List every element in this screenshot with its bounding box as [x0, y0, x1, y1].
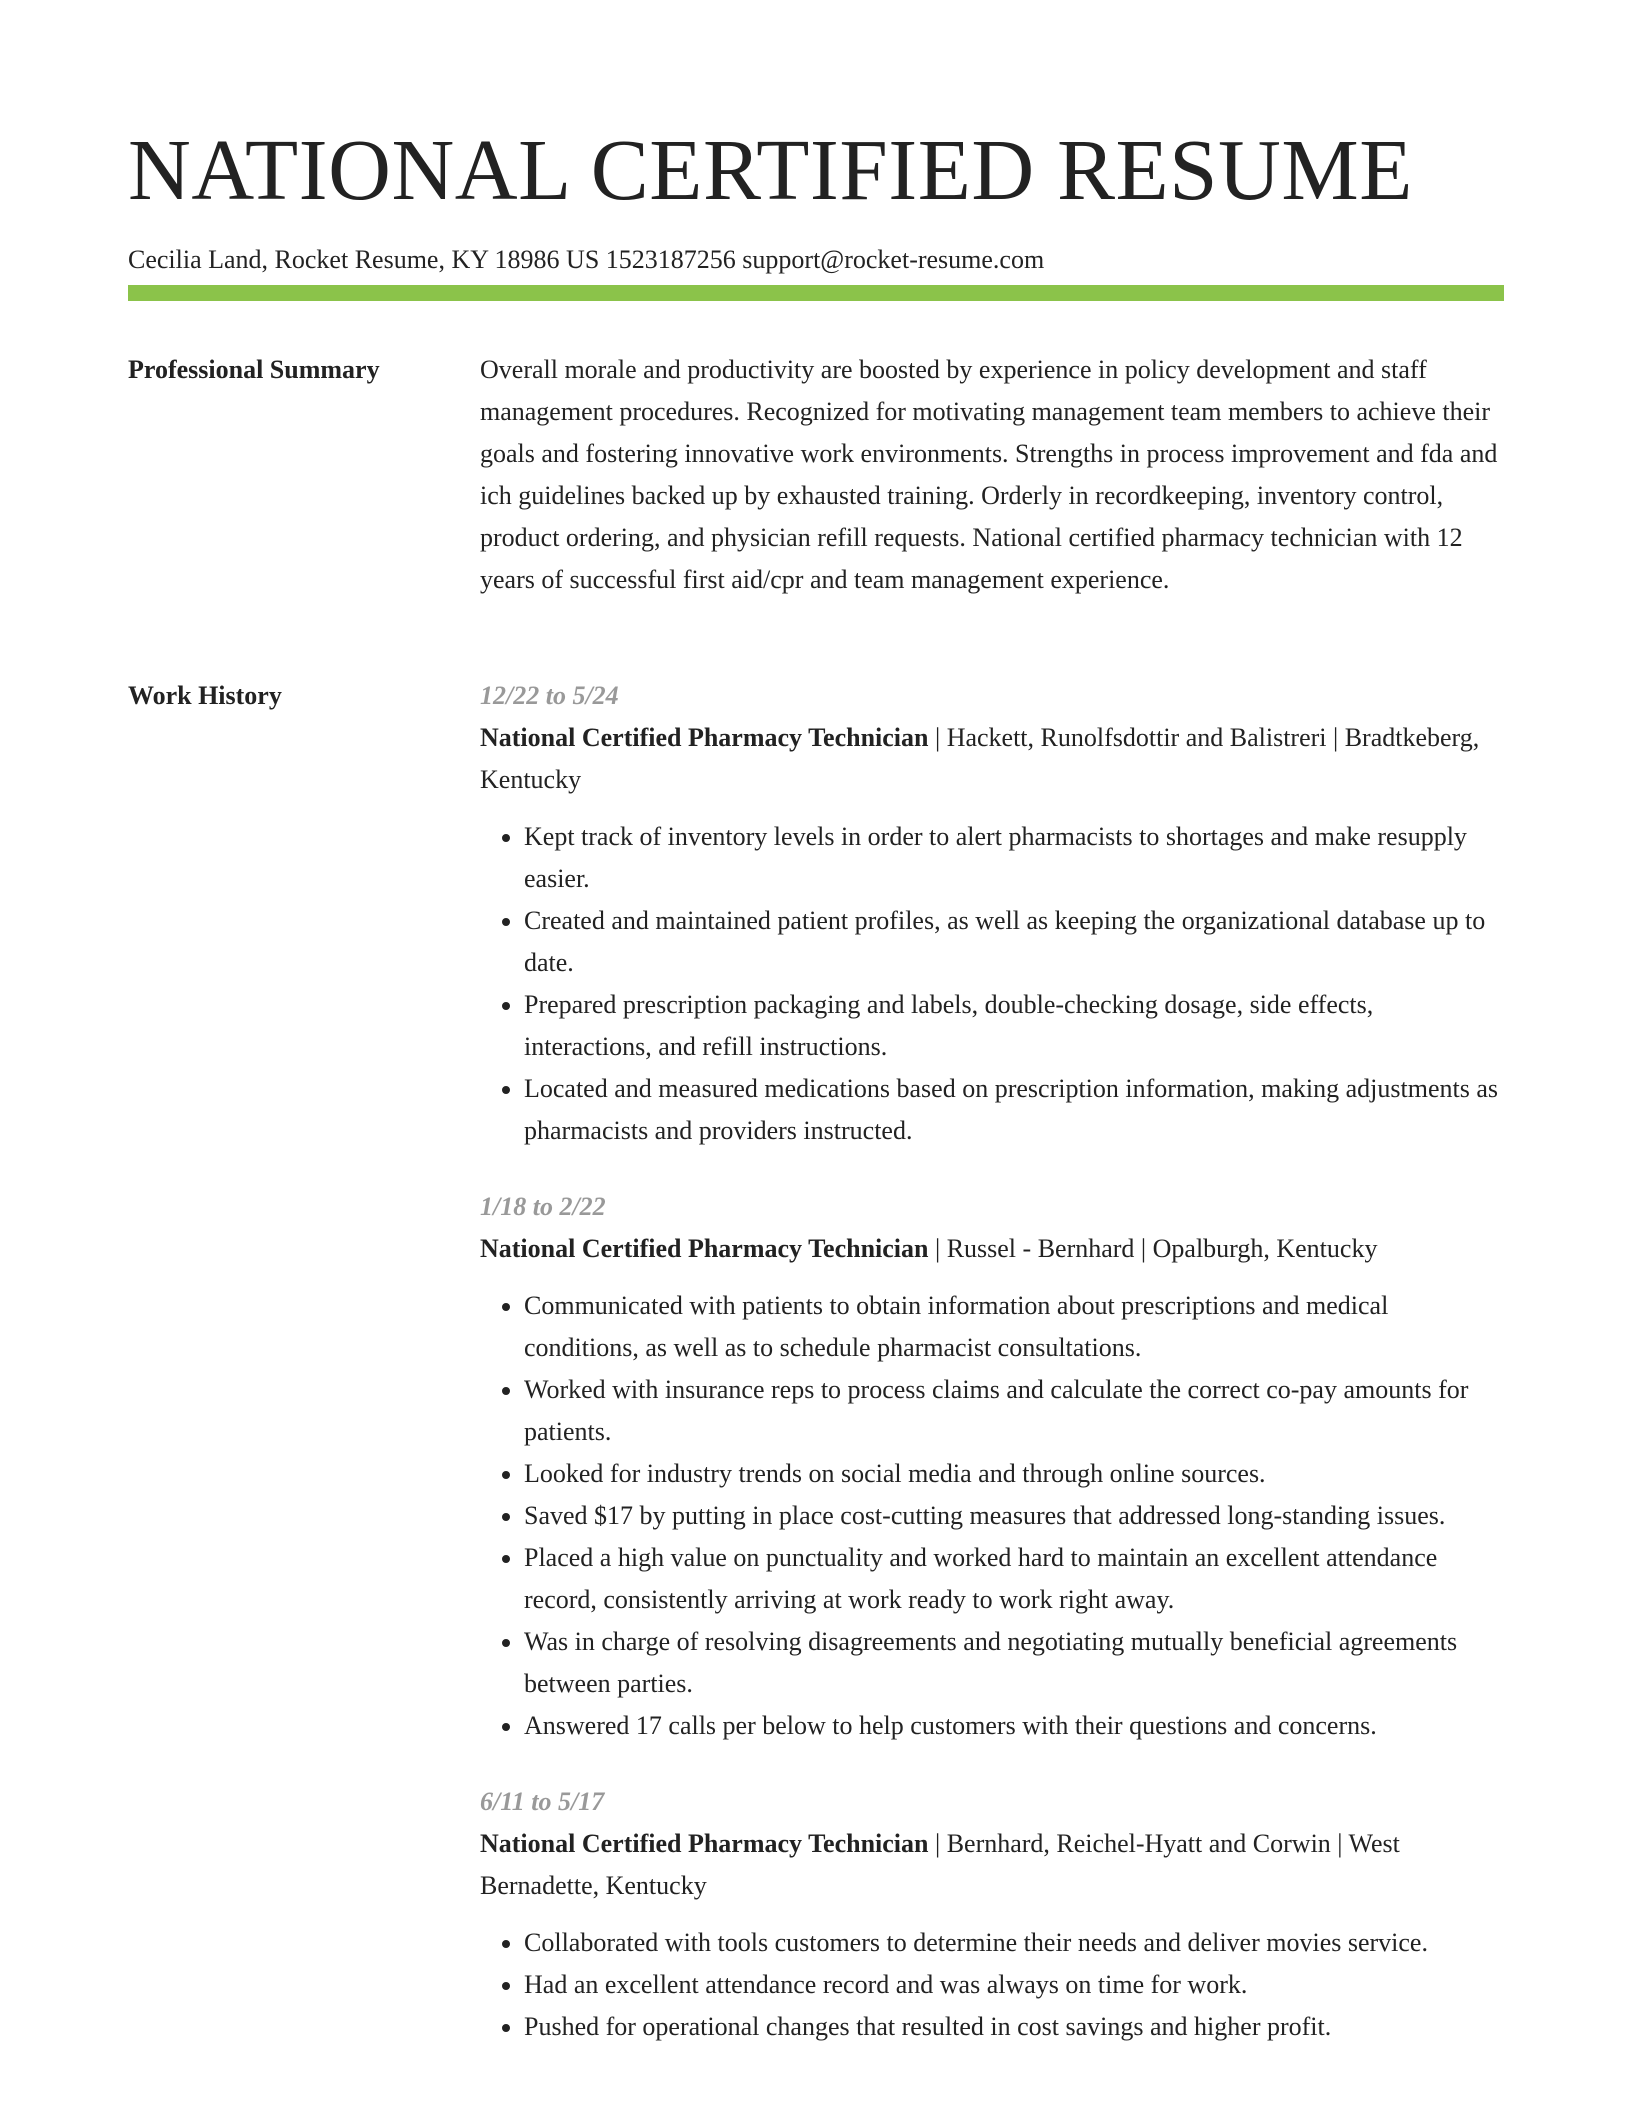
job-employer-location: | Bernhard, Reichel-Hyatt and Corwin | West Bernadette, Kentucky	[480, 1829, 1400, 1900]
job-bullet: • Kept track of inventory levels in order to alert pharmacists to shortages and make resupply easier.	[524, 816, 1504, 900]
job-title: National Certified Pharmacy Technician	[480, 1234, 929, 1263]
job-bullet: • Collaborated with tools customers to determine their needs and deliver movies service.	[524, 1922, 1504, 1964]
job-employer-location: | Russel - Bernhard | Opalburgh, Kentucky	[928, 1234, 1378, 1263]
section-heading-professional-summary: Professional Summary	[128, 355, 380, 384]
job-dates: 6/11 to 5/17	[480, 1787, 605, 1816]
job-dates: 12/22 to 5/24	[480, 681, 619, 710]
page-title: NATIONAL CERTIFIED RESUME	[128, 121, 1413, 218]
job-bullet: • Answered 17 calls per below to help customers with their questions and concerns.	[524, 1705, 1504, 1747]
professional-summary-body	[480, 349, 1504, 601]
job-bullet: • Located and measured medications based on prescription information, making adjustments as pharmacists and providers instructed.	[524, 1068, 1504, 1152]
job-title: National Certified Pharmacy Technician	[480, 1829, 929, 1858]
accent-divider	[128, 285, 1504, 301]
job-employer-location: | Hackett, Runolfsdottir and Balistreri | Bradtkeberg, Kentucky	[480, 723, 1480, 794]
job-bullet-list	[480, 816, 1504, 1152]
job-dates: 1/18 to 2/22	[480, 1192, 606, 1221]
job-entry	[480, 1186, 1504, 1747]
job-bullet: • Communicated with patients to obtain information about prescriptions and medical conditions, as well as to schedule pharmacist consultations.	[524, 1285, 1504, 1369]
section-heading-work-history: Work History	[128, 681, 282, 710]
job-entry	[480, 1781, 1504, 2048]
job-bullet: • Worked with insurance reps to process claims and calculate the correct co-pay amounts for patients.	[524, 1369, 1504, 1453]
job-bullet: • Placed a high value on punctuality and worked hard to maintain an excellent attendance record, consistently arriving at work ready to work right away.	[524, 1537, 1504, 1621]
job-bullet: • Saved $17 by putting in place cost-cutting measures that addressed long-standing issues.	[524, 1495, 1504, 1537]
contact-info: Cecilia Land, Rocket Resume, KY 18986 US 1523187256 support@rocket-resume.com	[128, 245, 1045, 274]
job-bullet: • Had an excellent attendance record and was always on time for work.	[524, 1964, 1504, 2006]
job-entry	[480, 675, 1504, 1152]
job-bullet: • Was in charge of resolving disagreements and negotiating mutually beneficial agreements between parties.	[524, 1621, 1504, 1705]
job-heading	[480, 1228, 1504, 1270]
resume-header	[128, 118, 1504, 276]
summary-text: Overall morale and productivity are boosted by experience in policy development and staff management procedures. Recognized for motivating management team members to achieve their goals and fostering innovative work environments. Strengths in process improvement and fda and ich guidelines backed up by exhausted training. Orderly in recordkeeping, inventory control, product ordering, and physician refill requests. National certified pharmacy technician with 12 years of successful first aid/cpr and team management experience.	[480, 355, 1498, 594]
job-bullet-list	[480, 1285, 1504, 1747]
job-bullet-list	[480, 1922, 1504, 2048]
job-bullet: • Created and maintained patient profiles, as well as keeping the organizational database up to date.	[524, 900, 1504, 984]
job-heading	[480, 717, 1504, 801]
job-title: National Certified Pharmacy Technician	[480, 723, 929, 752]
job-bullet: • Looked for industry trends on social media and through online sources.	[524, 1453, 1504, 1495]
job-bullet: • Prepared prescription packaging and labels, double-checking dosage, side effects, interactions, and refill instructions.	[524, 984, 1504, 1068]
work-history-list	[480, 675, 1504, 2082]
job-bullet: • Pushed for operational changes that resulted in cost savings and higher profit.	[524, 2006, 1504, 2048]
job-heading	[480, 1823, 1504, 1907]
